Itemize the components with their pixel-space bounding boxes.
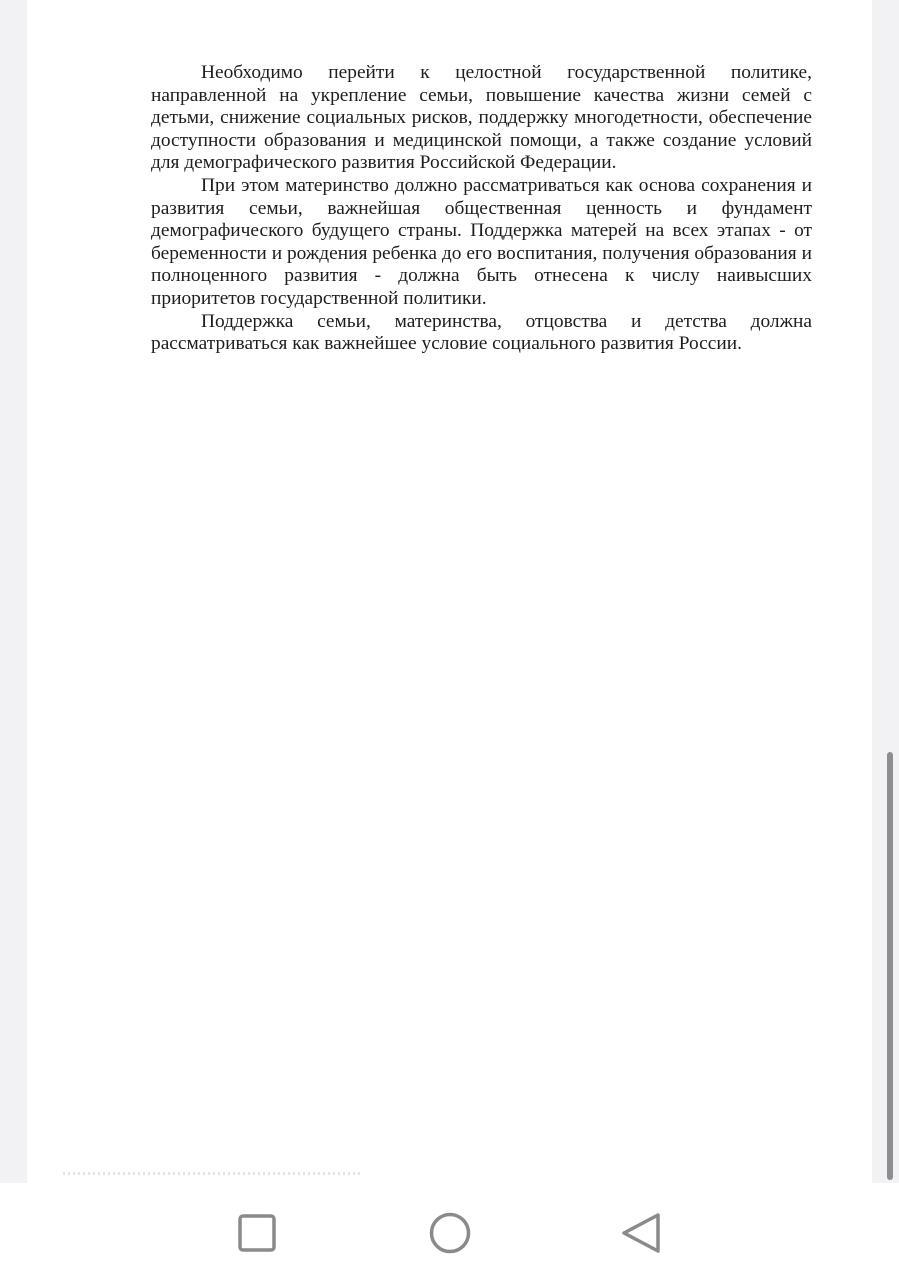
back-button[interactable] bbox=[612, 1205, 668, 1261]
square-icon bbox=[237, 1213, 277, 1253]
scrollbar-thumb[interactable] bbox=[887, 752, 893, 1180]
paragraph-3: Поддержка семьи, материнства, отцовства и детства должна рассматриваться как важнейшее условие социального развития России. bbox=[151, 310, 812, 355]
recents-button[interactable] bbox=[229, 1205, 285, 1261]
scan-artifact bbox=[63, 1172, 363, 1175]
circle-icon bbox=[428, 1211, 472, 1255]
paragraph-2: При этом материнство должно рассматриваться как основа сохранения и развития семьи, важнейшая общественная ценность и фундамент демографического будущего страны. Поддержка матерей на всех этапах - от беременности и рождения ребенка до его воспитания, получения образования и полноценного развития - должна быть отнесена к числу наивысших приоритетов государственной политики. bbox=[151, 174, 812, 309]
document-body bbox=[151, 62, 812, 356]
paragraph-1: Необходимо перейти к целостной государственной политике, направленной на укрепление семьи, повышение качества жизни семей с детьми, снижение социальных рисков, поддержку многодетности, обеспечение доступности образования и медицинской помощи, а также создание условий для демографического развития Российской Федерации. bbox=[151, 62, 812, 174]
document-page bbox=[27, 0, 872, 1183]
triangle-back-icon bbox=[618, 1211, 662, 1255]
system-navigation-bar bbox=[0, 1183, 899, 1280]
home-button[interactable] bbox=[422, 1205, 478, 1261]
